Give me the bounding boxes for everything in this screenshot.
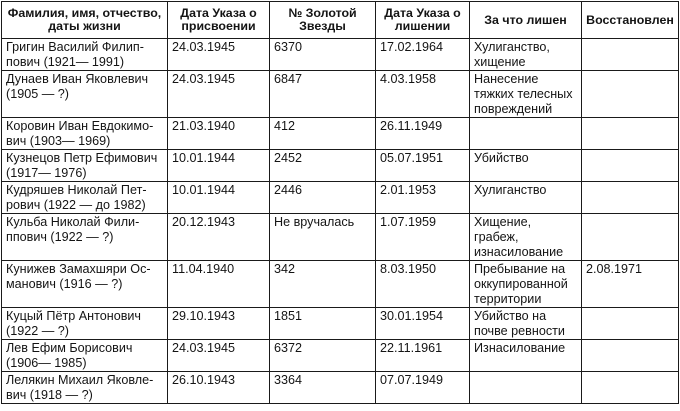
restored-cell (582, 71, 679, 118)
star-number-cell: 6372 (270, 340, 376, 372)
table-row (2, 118, 679, 150)
table-row (2, 214, 679, 261)
restored-cell (582, 150, 679, 182)
revocation-date-cell: 17.02.1964 (376, 39, 470, 71)
star-number-cell: 1851 (270, 308, 376, 340)
reason-cell: Хулиганство (470, 182, 582, 214)
star-number-cell: Не вручалась (270, 214, 376, 261)
revocation-date-cell: 8.03.1950 (376, 261, 470, 308)
star-number-cell: 6370 (270, 39, 376, 71)
table-row (2, 182, 679, 214)
revoked-heroes-table (1, 1, 679, 404)
award-date-cell: 11.04.1940 (168, 261, 270, 308)
reason-cell: Изнасилование (470, 340, 582, 372)
award-date-cell: 26.10.1943 (168, 372, 270, 404)
revocation-date-cell: 07.07.1949 (376, 372, 470, 404)
star-number-cell: 342 (270, 261, 376, 308)
name-cell: Григин Василий Филиппович (1921— 1991) (2, 39, 168, 71)
star-number-cell: 2452 (270, 150, 376, 182)
reason-cell (470, 372, 582, 404)
header-revocation-date: Дата Указа о лишении (376, 2, 470, 39)
restored-cell (582, 372, 679, 404)
table-row (2, 261, 679, 308)
award-date-cell: 10.01.1944 (168, 182, 270, 214)
award-date-cell: 21.03.1940 (168, 118, 270, 150)
restored-cell (582, 182, 679, 214)
revocation-date-cell: 22.11.1961 (376, 340, 470, 372)
header-reason: За что лишен (470, 2, 582, 39)
reason-cell: Нанесение тяжких телесных повреждений (470, 71, 582, 118)
reason-cell: Убийство (470, 150, 582, 182)
revocation-date-cell: 05.07.1951 (376, 150, 470, 182)
reason-cell: Убийство на почве ревности (470, 308, 582, 340)
table-row (2, 308, 679, 340)
table-row (2, 150, 679, 182)
revocation-date-cell: 30.01.1954 (376, 308, 470, 340)
reason-cell: Хищение, грабеж, изнасилование (470, 214, 582, 261)
name-cell: Кузнецов Петр Ефимович (1917— 1976) (2, 150, 168, 182)
table-row (2, 71, 679, 118)
name-cell: Куцый Пётр Антонович (1922 — ?) (2, 308, 168, 340)
table-header-row (2, 2, 679, 39)
name-cell: Коровин Иван Евдокимович (1903— 1969) (2, 118, 168, 150)
reason-cell: Хулиганство, хищение (470, 39, 582, 71)
award-date-cell: 24.03.1945 (168, 71, 270, 118)
revocation-date-cell: 4.03.1958 (376, 71, 470, 118)
name-cell: Кудряшев Николай Петрович (1922 — до 1982) (2, 182, 168, 214)
table-row (2, 340, 679, 372)
name-cell: Лелякин Михаил Яковлевич (1918 — ?) (2, 372, 168, 404)
reason-cell: Пребывание на оккупированной территории (470, 261, 582, 308)
award-date-cell: 24.03.1945 (168, 39, 270, 71)
award-date-cell: 20.12.1943 (168, 214, 270, 261)
restored-cell (582, 308, 679, 340)
table-row (2, 39, 679, 71)
award-date-cell: 10.01.1944 (168, 150, 270, 182)
restored-cell: 2.08.1971 (582, 261, 679, 308)
restored-cell (582, 118, 679, 150)
award-date-cell: 29.10.1943 (168, 308, 270, 340)
table-row (2, 372, 679, 404)
revocation-date-cell: 26.11.1949 (376, 118, 470, 150)
header-award-date: Дата Указа о присвоении (168, 2, 270, 39)
revocation-date-cell: 1.07.1959 (376, 214, 470, 261)
name-cell: Лев Ефим Борисович (1906— 1985) (2, 340, 168, 372)
reason-cell (470, 118, 582, 150)
header-name-dates: Фамилия, имя, отчество, даты жизни (2, 2, 168, 39)
name-cell: Дунаев Иван Яковлевич (1905 — ?) (2, 71, 168, 118)
star-number-cell: 2446 (270, 182, 376, 214)
restored-cell (582, 340, 679, 372)
header-restored: Восстановлен (582, 2, 679, 39)
star-number-cell: 6847 (270, 71, 376, 118)
name-cell: Кульба Николай Филиппович (1922 — ?) (2, 214, 168, 261)
star-number-cell: 3364 (270, 372, 376, 404)
name-cell: Кунижев Замахшяри Османович (1916 — ?) (2, 261, 168, 308)
revocation-date-cell: 2.01.1953 (376, 182, 470, 214)
star-number-cell: 412 (270, 118, 376, 150)
restored-cell (582, 39, 679, 71)
awards-table-page (1, 1, 678, 409)
header-star-number: № Золотой Звезды (270, 2, 376, 39)
award-date-cell: 24.03.1945 (168, 340, 270, 372)
restored-cell (582, 214, 679, 261)
